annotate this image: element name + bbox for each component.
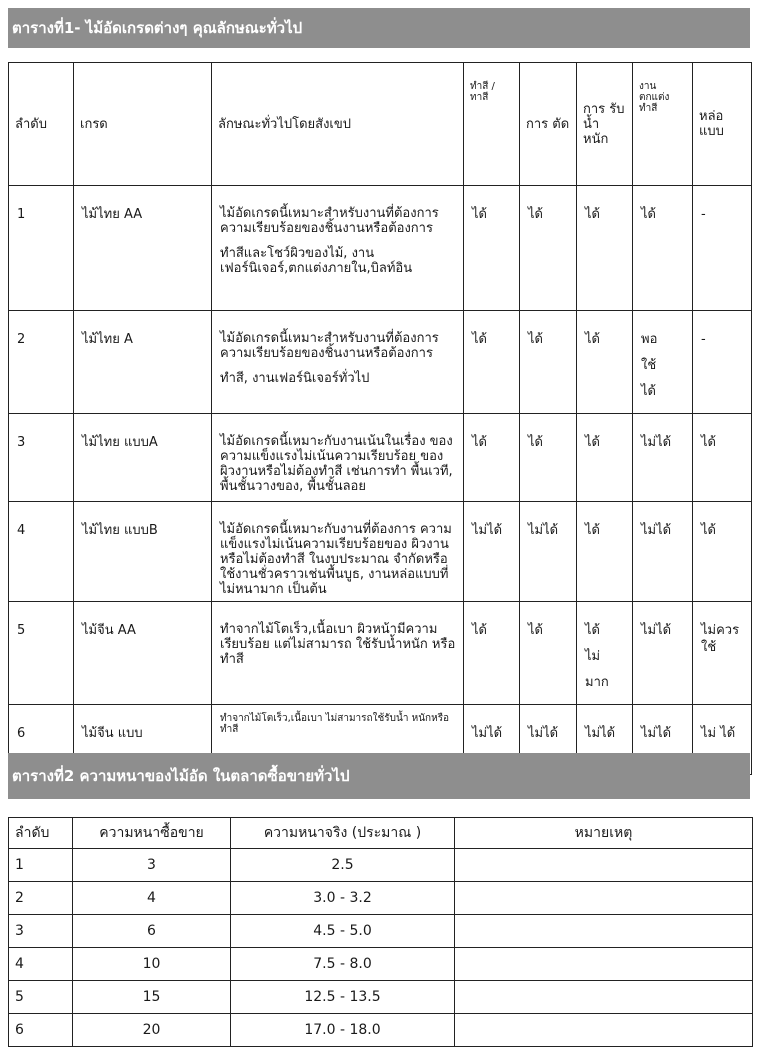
load-word: ได้: [585, 623, 600, 638]
cell-sold: 3: [73, 849, 231, 882]
cell-actual: 2.5: [231, 849, 455, 882]
cell-load: ได้: [577, 311, 633, 414]
cell-no: 6: [9, 705, 74, 775]
cell-desc: ไม้อัดเกรดนี้เหมาะกับงานที่ต้องการ ความแข็งแรงไม่เน้นความเรียบร้อยของ ผิวงานหรือไม่ต้องทำสี ในงบประมาณ จำกัดหรือ ใช้งานชั่วคราวเช่นพื้นบูธ, งานหล่อแบบที่ไม่หนามาก เป็นต้น: [212, 502, 464, 602]
header-load: การ รับน้ำ หนัก: [577, 63, 633, 186]
plywood-grades-table: [8, 62, 752, 775]
cell-no: 1: [9, 186, 74, 311]
cell-cut: ได้: [520, 186, 577, 311]
cell-decor: ไม่ได้: [633, 414, 693, 502]
cell-grade: ไม้จีน แบบ: [74, 705, 212, 775]
decor-word: ได้: [641, 384, 656, 399]
cell-actual: 7.5 - 8.0: [231, 948, 455, 981]
cell-no: 6: [9, 1014, 73, 1047]
cell-load: ได้: [577, 502, 633, 602]
cell-note: [455, 849, 753, 882]
desc-line: ทำสีและโชว์ผิวของไม้, งาน เฟอร์นิเจอร์,ตกแต่งภายใน,บิลท์อิน: [220, 246, 413, 276]
load-word: มาก: [585, 675, 609, 690]
cell-grade: ไม้ไทย A: [74, 311, 212, 414]
header-note: หมายเหตุ: [455, 818, 753, 849]
header-no: ลำดับ: [9, 63, 74, 186]
cell-no: 5: [9, 981, 73, 1014]
cell-grade: ไม้ไทย AA: [74, 186, 212, 311]
table-row: [9, 849, 753, 882]
table-row: [9, 602, 752, 705]
cell-cast: ไม่ควร ใช้: [693, 602, 752, 705]
table-row: [9, 311, 752, 414]
cell-no: 5: [9, 602, 74, 705]
cell-load: ไม่ได้: [577, 705, 633, 775]
cell-no: 4: [9, 948, 73, 981]
table-row: [9, 414, 752, 502]
cell-sold: 20: [73, 1014, 231, 1047]
cell-note: [455, 981, 753, 1014]
table-row: [9, 186, 752, 311]
cell-paint: ไม่ได้: [464, 502, 520, 602]
cell-paint: ได้: [464, 414, 520, 502]
table-row: [9, 882, 753, 915]
cell-sold: 10: [73, 948, 231, 981]
cell-grade: ไม้ไทย แบบA: [74, 414, 212, 502]
cell-paint: ได้: [464, 602, 520, 705]
cell-cut: ไม่ได้: [520, 705, 577, 775]
cell-load: ได้: [577, 414, 633, 502]
cell-cast: -: [693, 186, 752, 311]
cell-actual: 12.5 - 13.5: [231, 981, 455, 1014]
cell-desc: ทำจากไม้โตเร็ว,เนื้อเบา ผิวหน้ามีความ เรียบร้อย แต่ไม่สามารถ ใช้รับน้ำหนัก หรือทำสี: [212, 602, 464, 705]
cell-decor: [633, 311, 693, 414]
cell-grade: ไม้จีน AA: [74, 602, 212, 705]
cell-decor: ได้: [633, 186, 693, 311]
cell-note: [455, 948, 753, 981]
cell-load: ได้: [577, 186, 633, 311]
load-word: ไม่: [585, 649, 601, 664]
desc-line: ทำสี, งานเฟอร์นิเจอร์ทั่วไป: [220, 371, 370, 386]
cell-cut: ได้: [520, 311, 577, 414]
table-row: [9, 502, 752, 602]
table-row: [9, 915, 753, 948]
table-header-row: [9, 63, 752, 186]
cell-desc: [212, 186, 464, 311]
cell-sold: 6: [73, 915, 231, 948]
cell-desc: ไม้อัดเกรดนี้เหมาะกับงานเน้นในเรื่อง ของความแข็งแรงไม่เน้นความเรียบร้อย ของผิวงานหรือไม่ต้องทำสี เช่นการทำ พื้นเวที, พื้นชั้นวางของ, พื้นชั้นลอย: [212, 414, 464, 502]
cell-note: [455, 882, 753, 915]
cell-paint: ไม่ได้: [464, 705, 520, 775]
cell-desc: ทำจากไม้โตเร็ว,เนื้อเบา ไม่สามารถใช้รับน้ำ หนักหรือทำสี: [212, 705, 464, 775]
header-actual-thickness: ความหนาจริง (ประมาณ ): [231, 818, 455, 849]
table2-title: ตารางที่2 ความหนาของไม้อัด ในตลาดซื้อขายทั่วไป: [8, 753, 750, 799]
cell-load: [577, 602, 633, 705]
table-row: [9, 1014, 753, 1047]
header-grade: เกรด: [74, 63, 212, 186]
header-paint: ทำสี / ทาสี: [464, 63, 520, 186]
cell-cut: ได้: [520, 414, 577, 502]
cell-sold: 4: [73, 882, 231, 915]
cell-paint: ได้: [464, 311, 520, 414]
header-decor: งาน ตกแต่ง ทำสี: [633, 63, 693, 186]
cell-actual: 3.0 - 3.2: [231, 882, 455, 915]
cell-grade: ไม้ไทย แบบB: [74, 502, 212, 602]
cell-actual: 4.5 - 5.0: [231, 915, 455, 948]
cell-paint: ได้: [464, 186, 520, 311]
table1-title: ตารางที่1- ไม้อัดเกรดต่างๆ คุณลักษณะทั่วไป: [8, 8, 750, 48]
table-row: [9, 981, 753, 1014]
table-row: [9, 948, 753, 981]
desc-line: ไม้อัดเกรดนี้เหมาะสำหรับงานที่ต้องการ ความเรียบร้อยของชิ้นงานหรือต้องการ: [220, 206, 439, 236]
cell-decor: ไม่ได้: [633, 705, 693, 775]
cell-no: 1: [9, 849, 73, 882]
cell-no: 2: [9, 311, 74, 414]
cell-cut: ได้: [520, 602, 577, 705]
cell-cast: ได้: [693, 414, 752, 502]
cell-note: [455, 1014, 753, 1047]
cell-no: 3: [9, 414, 74, 502]
header-cut: การ ตัด: [520, 63, 577, 186]
plywood-thickness-table: [8, 817, 753, 1047]
cell-note: [455, 915, 753, 948]
cell-cast: -: [693, 311, 752, 414]
header-desc: ลักษณะทั่วไปโดยสังเขป: [212, 63, 464, 186]
cell-actual: 17.0 - 18.0: [231, 1014, 455, 1047]
desc-line: ไม้อัดเกรดนี้เหมาะสำหรับงานที่ต้องการ ความเรียบร้อยของชิ้นงานหรือต้องการ: [220, 331, 439, 361]
cell-cut: ไม่ได้: [520, 502, 577, 602]
header-sold-thickness: ความหนาซื้อขาย: [73, 818, 231, 849]
cell-no: 4: [9, 502, 74, 602]
header-no: ลำดับ: [9, 818, 73, 849]
cell-cast: ไม่ ได้: [693, 705, 752, 775]
decor-word: พอ: [641, 332, 658, 347]
cell-sold: 15: [73, 981, 231, 1014]
cell-cast: ได้: [693, 502, 752, 602]
cell-decor: ไม่ได้: [633, 602, 693, 705]
cell-no: 2: [9, 882, 73, 915]
cell-desc: [212, 311, 464, 414]
table-header-row: [9, 818, 753, 849]
decor-word: ใช้: [641, 358, 657, 373]
header-cast: หล่อ แบบ: [693, 63, 752, 186]
cell-decor: ไม่ได้: [633, 502, 693, 602]
cell-no: 3: [9, 915, 73, 948]
